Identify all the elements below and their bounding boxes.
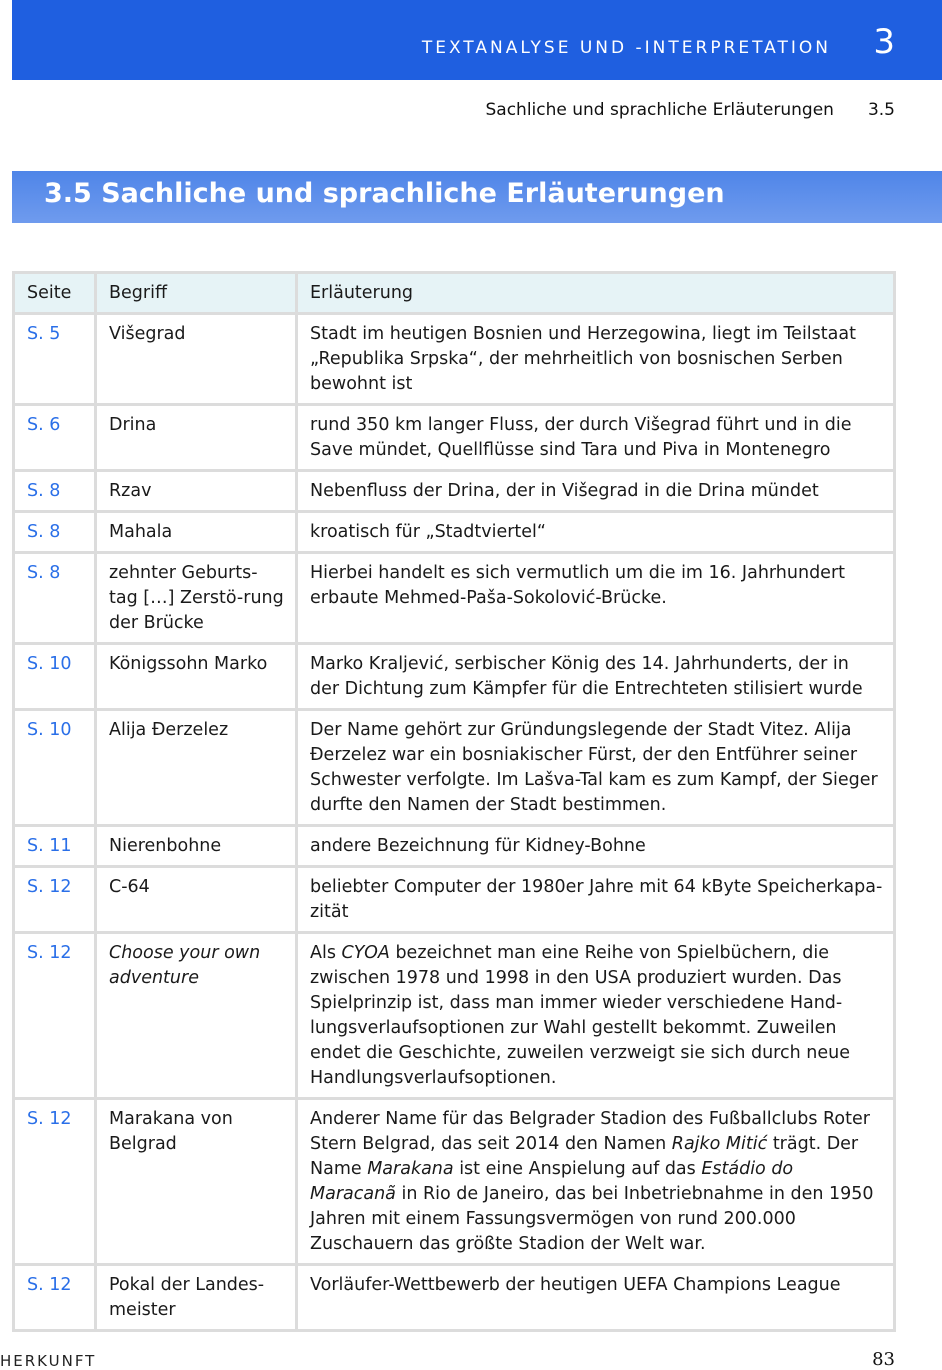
page-reference: S. 11 [14, 826, 96, 867]
table-row [14, 1099, 895, 1265]
section-band [12, 171, 942, 223]
page-reference: S. 12 [14, 1099, 96, 1265]
explanation: beliebter Computer der 1980er Jahre mit 64 kByte Speicherkapa-zität [297, 867, 895, 933]
table-row [14, 553, 895, 644]
explanation: rund 350 km langer Fluss, der durch Višegrad führt und in die Save mündet, Quellflüsse sind Tara und Piva in Montenegro [297, 405, 895, 471]
explanation [297, 933, 895, 1099]
page-reference: S. 10 [14, 710, 96, 826]
text-segment: in Rio de Janeiro, das bei Inbetriebnahme in den 1950 Jahren mit einem Fassungsvermögen von rund 200.000 Zuschauern das größte Stadion der Welt war. [310, 1184, 874, 1254]
text-segment: trägt. Der Name [310, 1134, 859, 1179]
table-row [14, 1265, 895, 1331]
term: Königssohn Marko [96, 644, 297, 710]
table-row [14, 826, 895, 867]
term: Nierenbohne [96, 826, 297, 867]
table-row [14, 644, 895, 710]
page-reference: S. 12 [14, 867, 96, 933]
page-reference: S. 8 [14, 553, 96, 644]
page-reference: S. 10 [14, 644, 96, 710]
term: Mahala [96, 512, 297, 553]
italic-text: Estádio do Maracanã [310, 1159, 794, 1204]
explanation: kroatisch für „Stadtviertel“ [297, 512, 895, 553]
explanation: Nebenfluss der Drina, der in Višegrad in die Drina mündet [297, 471, 895, 512]
explanation: Hierbei handelt es sich vermutlich um die im 16. Jahrhundert erbaute Mehmed-Paša-Sokolović-Brücke. [297, 553, 895, 644]
text-segment: bezeichnet man eine Reihe von Spielbüchern, die zwischen 1978 und 1998 in den USA produziert wurden. Das Spielprinzip ist, dass man immer wieder verschiedene Hand-lungsverlaufsoptionen zur Wahl gestellt bekommt. Zuweilen endet die Geschichte, zuweilen verzweigt sie sich durch neue Handlungsverlaufsoptionen. [310, 943, 850, 1088]
term: Pokal der Landes-meister [96, 1265, 297, 1331]
term: Choose your own adventure [96, 933, 297, 1099]
table-row [14, 867, 895, 933]
explanation: Der Name gehört zur Gründungslegende der Stadt Vitez. Alija Đerzelez war ein bosniakischer Fürst, der den Entführer seiner Schwester verfolgte. Im Lašva-Tal kam es zum Kampf, der Sieger durfte den Namen der Stadt bestimmen. [297, 710, 895, 826]
italic-text: Rajko Mitić [671, 1134, 768, 1154]
table-header-row [14, 273, 895, 314]
chapter-number: 3 [873, 22, 895, 62]
glossary-table [12, 271, 896, 1332]
text-segment: Anderer Name für das Belgrader Stadion des Fußballclubs Roter Stern Belgrad, das seit 2014 den Namen [310, 1109, 870, 1154]
term: Rzav [96, 471, 297, 512]
italic-text: CYOA [341, 943, 390, 963]
term: Višegrad [96, 314, 297, 405]
table-row [14, 314, 895, 405]
explanation: andere Bezeichnung für Kidney-Bohne [297, 826, 895, 867]
page-reference: S. 8 [14, 512, 96, 553]
explanation [297, 1099, 895, 1265]
column-header-seite: Seite [14, 273, 96, 314]
page-reference: S. 8 [14, 471, 96, 512]
table-row [14, 933, 895, 1099]
term: C-64 [96, 867, 297, 933]
explanation: Marko Kraljević, serbischer König des 14. Jahrhunderts, der in der Dichtung zum Kämpfer für die Entrechteten stilisiert wurde [297, 644, 895, 710]
page-reference: S. 6 [14, 405, 96, 471]
table-row [14, 710, 895, 826]
table-row [14, 405, 895, 471]
explanation: Vorläufer-Wettbewerb der heutigen UEFA Champions League [297, 1265, 895, 1331]
column-header-begriff: Begriff [96, 273, 297, 314]
table-row [14, 512, 895, 553]
running-number: 3.5 [867, 100, 895, 120]
running-title: Sachliche und sprachliche Erläuterungen [485, 100, 834, 120]
term: Drina [96, 405, 297, 471]
footer-book-title: HERKUNFT [0, 1352, 97, 1370]
text-segment: ist eine Anspielung auf das [453, 1159, 702, 1179]
italic-text: Marakana [367, 1159, 454, 1179]
term: Alija Đerzelez [96, 710, 297, 826]
page-reference: S. 5 [14, 314, 96, 405]
column-header-erlaeuterung: Erläuterung [297, 273, 895, 314]
page-reference: S. 12 [14, 1265, 96, 1331]
section-title: 3.5 Sachliche und sprachliche Erläuterungen [44, 178, 725, 209]
page-number: 83 [872, 1349, 895, 1370]
chapter-title: TEXTANALYSE UND -INTERPRETATION [421, 38, 831, 58]
running-head [0, 100, 895, 120]
chapter-band [12, 0, 942, 80]
text-segment: Als [310, 943, 342, 963]
term: zehnter Geburts-tag […] Zerstö-rung der Brücke [96, 553, 297, 644]
table-row [14, 471, 895, 512]
term: Marakana von Belgrad [96, 1099, 297, 1265]
explanation: Stadt im heutigen Bosnien und Herzegowina, liegt im Teilstaat „Republika Srpska“, der mehrheitlich von bosnischen Serben bewohnt ist [297, 314, 895, 405]
page-reference: S. 12 [14, 933, 96, 1099]
